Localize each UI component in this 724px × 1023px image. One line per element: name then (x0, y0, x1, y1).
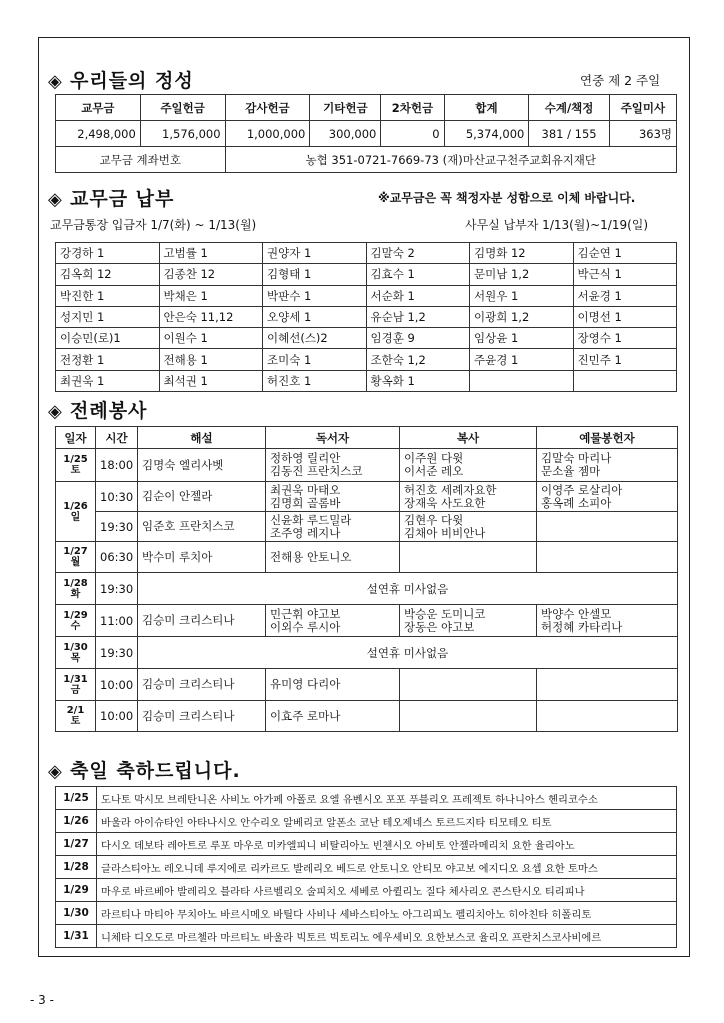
dues-cell (573, 370, 677, 391)
account-value: 농협 351-0721-7669-73 (재)마산교구천주교회유지재단 (225, 147, 676, 173)
dues-cell: 최석권 1 (159, 370, 263, 391)
feast-row (56, 856, 677, 879)
liturgy-readers-cell: 민근휘 야고보 이외수 루시아 (266, 605, 400, 637)
liturgy-commentator-cell: 임준호 프란치스코 (138, 512, 266, 542)
dues-cell: 안은숙 11,12 (159, 306, 263, 327)
feast-names-cell: 다시오 데보타 레아트로 루포 마우로 미카엘피니 비탈리아노 빈첸시오 아비토 안젤라메리치 요한 율리아노 (97, 833, 677, 856)
liturgy-row (56, 637, 678, 669)
liturgy-servers-cell: 허진호 세례자요한 장재욱 사도요한 (400, 482, 537, 512)
liturgy-servers-cell: 김현우 다윗 김채아 비비안나 (400, 512, 537, 542)
dues-cell (470, 370, 574, 391)
dues-cell: 이원수 1 (159, 328, 263, 349)
liturgy-date-cell: 1/28 화 (56, 573, 96, 605)
liturgy-offertory-cell: 박양수 안셀모 허정혜 카타리나 (537, 605, 678, 637)
liturgy-offertory-cell (537, 701, 678, 732)
dues-cell: 김말숙 2 (366, 243, 470, 264)
dues-cell: 김옥희 12 (56, 264, 160, 285)
dues-notice: ※교무금은 꼭 책정자분 성함으로 이체 바랍니다. (378, 191, 636, 205)
liturgy-commentator-cell: 김승미 크리스티나 (138, 605, 266, 637)
offering-value-cell: 0 (381, 121, 444, 147)
liturgy-header-cell: 시간 (96, 427, 138, 449)
dues-cell: 주윤경 1 (470, 349, 574, 370)
liturgy-time-cell: 11:00 (96, 605, 138, 637)
dues-cell: 황옥화 1 (366, 370, 470, 391)
dues-cell: 서윤경 1 (573, 285, 677, 306)
liturgy-readers-cell: 정하영 릴리안 김동진 프란치스코 (266, 449, 400, 482)
feast-row (56, 925, 677, 948)
liturgy-offertory-cell (537, 542, 678, 573)
dues-cell: 권양자 1 (263, 243, 367, 264)
office-period: 사무실 납부자 1/13(월)~1/19(일) (465, 218, 649, 232)
liturgy-date-cell: 1/29 수 (56, 605, 96, 637)
liturgy-merged-cell: 설연휴 미사없음 (138, 573, 678, 605)
liturgy-row (56, 512, 678, 542)
dues-cell: 이혜선(스)2 (263, 328, 367, 349)
page-number: - 3 - (30, 993, 54, 1007)
feast-date-cell: 1/29 (56, 879, 97, 902)
liturgy-row (56, 542, 678, 573)
liturgy-offertory-cell (537, 512, 678, 542)
liturgy-readers-cell: 최권욱 마태오 김명희 골롬바 (266, 482, 400, 512)
liturgy-readers-cell: 전해용 안토니오 (266, 542, 400, 573)
feast-date-cell: 1/30 (56, 902, 97, 925)
liturgy-section-title: ◈ 전례봉사 (48, 400, 148, 422)
liturgy-time-cell: 10:00 (96, 701, 138, 732)
offering-section-title: ◈ 우리들의 정성 (48, 70, 194, 92)
liturgy-time-cell: 06:30 (96, 542, 138, 573)
dues-cell: 박판수 1 (263, 285, 367, 306)
offering-value-cell: 1,576,000 (140, 121, 225, 147)
offering-header-cell: 감사헌금 (225, 95, 310, 121)
liturgy-time-cell: 19:30 (96, 573, 138, 605)
dues-cell: 임경훈 9 (366, 328, 470, 349)
offering-value-cell: 2,498,000 (56, 121, 141, 147)
dues-cell: 진민주 1 (573, 349, 677, 370)
dues-table (55, 242, 677, 392)
dues-cell: 이명선 1 (573, 306, 677, 327)
dues-cell: 김효수 1 (366, 264, 470, 285)
feast-names-cell: 바울라 아이슈타인 아타나시오 안수리오 알베리코 알폰소 코난 테오제네스 토르드지타 티모테오 티토 (97, 810, 677, 833)
liturgy-row (56, 449, 678, 482)
liturgy-time-cell: 10:00 (96, 669, 138, 701)
offering-header-cell: 합계 (444, 95, 529, 121)
diamond-icon: ◈ (48, 189, 63, 210)
liturgy-readers-cell: 이효주 로마나 (266, 701, 400, 732)
feast-date-cell: 1/26 (56, 810, 97, 833)
feast-names-cell: 라르티나 마티아 무치아노 바르시메오 바틸다 사비나 세바스티아노 아그리피노 펠리치아노 히아친타 히폴리토 (97, 902, 677, 925)
liturgy-commentator-cell: 김순이 안젤라 (138, 482, 266, 512)
dues-row (56, 306, 677, 327)
dues-cell: 김종찬 12 (159, 264, 263, 285)
dues-cell: 김형태 1 (263, 264, 367, 285)
feasts-table (55, 786, 677, 948)
offering-header-cell: 2차헌금 (381, 95, 444, 121)
liturgy-commentator-cell: 김승미 크리스티나 (138, 701, 266, 732)
liturgy-date-cell: 1/31 금 (56, 669, 96, 701)
deposit-period: 교무금통장 입금자 1/7(화) ~ 1/13(월) (50, 218, 257, 232)
offering-header-cell: 교무금 (56, 95, 141, 121)
dues-row (56, 370, 677, 391)
diamond-icon: ◈ (48, 761, 63, 782)
dues-cell: 박진한 1 (56, 285, 160, 306)
liturgy-row (56, 482, 678, 512)
liturgy-servers-cell: 이주원 다윗 이서준 레오 (400, 449, 537, 482)
dues-cell: 이광희 1,2 (470, 306, 574, 327)
dues-cell: 문미남 1,2 (470, 264, 574, 285)
offering-header-cell: 수계/책정 (529, 95, 609, 121)
liturgy-row (56, 605, 678, 637)
dues-cell: 장영수 1 (573, 328, 677, 349)
liturgy-offertory-cell: 이영주 로살리아 홍옥례 소피아 (537, 482, 678, 512)
offering-value-cell: 300,000 (310, 121, 381, 147)
feast-row (56, 810, 677, 833)
liturgy-date-cell: 1/26 일 (56, 482, 96, 542)
liturgy-readers-cell: 유미영 다리아 (266, 669, 400, 701)
feast-names-cell: 니체타 디오도로 마르첼라 마르티노 바울라 빅토르 빅토리노 에우세비오 요한보스코 율리오 프란치스코사비에르 (97, 925, 677, 948)
feast-names-cell: 도나토 막시모 브레탄니온 사비노 아가페 아폴로 요엘 유벤시오 포포 푸블리오 프레젝토 하나니아스 헨리코수소 (97, 787, 677, 810)
liturgy-date-cell: 1/25 토 (56, 449, 96, 482)
liturgy-header-row (56, 427, 678, 449)
feast-names-cell: 마우로 바르베아 발레리오 블라타 사르벨리오 술피치오 세베로 아퀼리노 질다 체사리오 콘스탄시오 티리피나 (97, 879, 677, 902)
liturgy-row (56, 573, 678, 605)
liturgy-time-cell: 18:00 (96, 449, 138, 482)
dues-cell: 전해용 1 (159, 349, 263, 370)
liturgy-servers-cell (400, 669, 537, 701)
dues-cell: 유순남 1,2 (366, 306, 470, 327)
dues-cell: 조한숙 1,2 (366, 349, 470, 370)
offering-value-cell: 1,000,000 (225, 121, 310, 147)
dues-row (56, 243, 677, 264)
liturgy-date-cell: 1/30 목 (56, 637, 96, 669)
liturgy-row (56, 669, 678, 701)
liturgy-header-cell: 일자 (56, 427, 96, 449)
liturgy-date-cell: 1/27 월 (56, 542, 96, 573)
feast-date-cell: 1/27 (56, 833, 97, 856)
dues-row (56, 264, 677, 285)
dues-cell: 박채은 1 (159, 285, 263, 306)
dues-cell: 박근식 1 (573, 264, 677, 285)
liturgy-header-cell: 해설 (138, 427, 266, 449)
dues-cell: 서순화 1 (366, 285, 470, 306)
dues-cell: 강경하 1 (56, 243, 160, 264)
offering-header-cell: 주일헌금 (140, 95, 225, 121)
offering-value-cell: 381 / 155 (529, 121, 609, 147)
feast-date-cell: 1/28 (56, 856, 97, 879)
liturgy-time-cell: 19:30 (96, 637, 138, 669)
dues-cell: 이승민(로)1 (56, 328, 160, 349)
offering-header-cell: 기타헌금 (310, 95, 381, 121)
dues-row (56, 328, 677, 349)
feast-date-cell: 1/31 (56, 925, 97, 948)
dues-row (56, 285, 677, 306)
liturgy-readers-cell: 신윤화 루드밀라 조주영 레지나 (266, 512, 400, 542)
dues-cell: 고범률 1 (159, 243, 263, 264)
offering-header-cell: 주일미사 (609, 95, 676, 121)
dues-cell: 서원우 1 (470, 285, 574, 306)
feast-row (56, 879, 677, 902)
diamond-icon: ◈ (48, 401, 63, 422)
dues-cell: 전정환 1 (56, 349, 160, 370)
dues-cell: 성지민 1 (56, 306, 160, 327)
dues-cell: 임상윤 1 (470, 328, 574, 349)
dues-section-title: ◈ 교무금 납부 (48, 188, 175, 210)
feast-date-cell: 1/25 (56, 787, 97, 810)
liturgy-offertory-cell: 김말숙 마리나 문소율 젬마 (537, 449, 678, 482)
liturgy-servers-cell: 박승운 도미니코 장동은 야고보 (400, 605, 537, 637)
liturgy-table (55, 426, 678, 732)
liturgy-header-cell: 예물봉헌자 (537, 427, 678, 449)
dues-cell: 허진호 1 (263, 370, 367, 391)
liturgy-time-cell: 10:30 (96, 482, 138, 512)
liturgy-commentator-cell: 박수미 루치아 (138, 542, 266, 573)
feast-row (56, 902, 677, 925)
feast-names-cell: 글라스티아노 레오니데 루지에로 리카르도 발레리오 베드로 안토니오 안티모 야고보 에지디오 요셉 요한 토마스 (97, 856, 677, 879)
liturgy-offertory-cell (537, 669, 678, 701)
feast-row (56, 833, 677, 856)
offering-value-cell: 363명 (609, 121, 676, 147)
liturgy-commentator-cell: 김승미 크리스티나 (138, 669, 266, 701)
liturgy-merged-cell: 설연휴 미사없음 (138, 637, 678, 669)
liturgy-date-cell: 2/1 토 (56, 701, 96, 732)
dues-cell: 김순연 1 (573, 243, 677, 264)
liturgy-header-cell: 복사 (400, 427, 537, 449)
feasts-section-title: ◈ 축일 축하드립니다. (48, 760, 241, 782)
dues-cell: 오양세 1 (263, 306, 367, 327)
dues-cell: 조미숙 1 (263, 349, 367, 370)
liturgy-time-cell: 19:30 (96, 512, 138, 542)
liturgy-servers-cell (400, 701, 537, 732)
feast-row (56, 787, 677, 810)
offering-value-cell: 5,374,000 (444, 121, 529, 147)
liturgy-header-cell: 독서자 (266, 427, 400, 449)
dues-row (56, 349, 677, 370)
account-label: 교무금 계좌번호 (56, 147, 226, 173)
liturgy-row (56, 701, 678, 732)
week-label: 연중 제 2 주일 (580, 73, 661, 88)
offering-table (55, 94, 677, 173)
liturgy-commentator-cell: 김명숙 엘리사벳 (138, 449, 266, 482)
dues-cell: 최권욱 1 (56, 370, 160, 391)
liturgy-servers-cell (400, 542, 537, 573)
dues-cell: 김명화 12 (470, 243, 574, 264)
diamond-icon: ◈ (48, 71, 63, 92)
